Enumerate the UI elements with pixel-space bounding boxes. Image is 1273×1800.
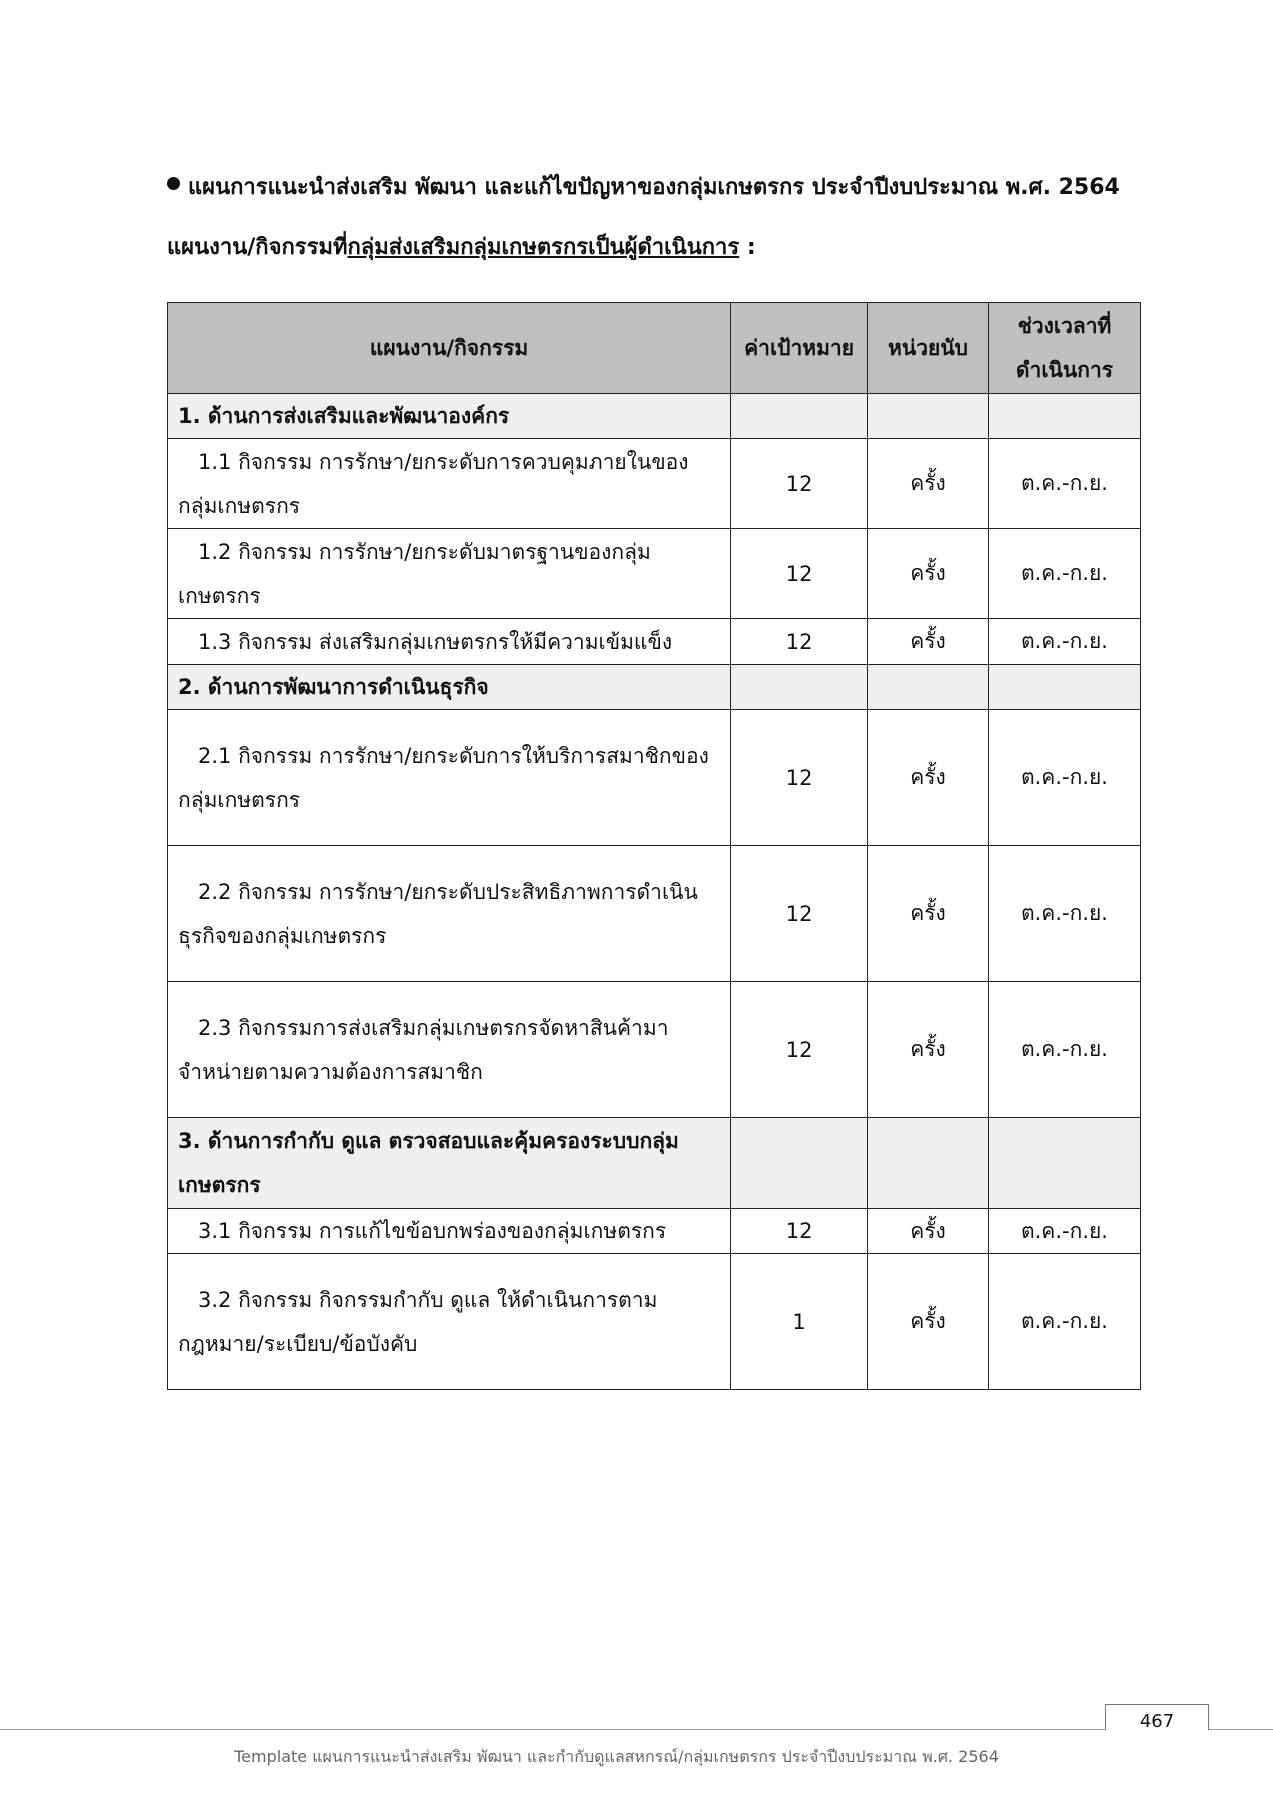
table-row	[168, 529, 1141, 619]
section-row	[168, 665, 1141, 710]
unit-value: ครั้ง	[868, 529, 989, 619]
header-period-line1: ช่วงเวลาที่	[1017, 314, 1112, 338]
unit-value: ครั้ง	[868, 619, 989, 665]
section-title: 2. ด้านการพัฒนาการดำเนินธุรกิจ	[168, 665, 731, 710]
unit-value: ครั้ง	[868, 846, 989, 982]
header-target: ค่าเป้าหมาย	[731, 303, 868, 394]
unit-value: ครั้ง	[868, 1209, 989, 1254]
plan-table	[167, 302, 1141, 1390]
target-value: 12	[731, 439, 868, 529]
table-row	[168, 439, 1141, 529]
activity-text: 1.2 กิจกรรม การรักษา/ยกระดับมาตรฐานของกลุ่มเกษตรกร	[178, 539, 651, 608]
section-row	[168, 394, 1141, 439]
activity-text: 2.2 กิจกรรม การรักษา/ยกระดับประสิทธิภาพการดำเนินธุรกิจของกลุ่มเกษตรกร	[178, 879, 698, 948]
header-period-line2: ดำเนินการ	[1015, 358, 1114, 382]
subheading-underlined: กลุ่มส่งเสริมกลุ่มเกษตรกรเป็นผู้ดำเนินการ	[347, 235, 740, 260]
table-row	[168, 1209, 1141, 1254]
subheading-prefix: แผนงาน/กิจกรรมที่	[167, 235, 348, 260]
activity-text: 1.1 กิจกรรม การรักษา/ยกระดับการควบคุมภายในของกลุ่มเกษตรกร	[178, 449, 689, 518]
target-value: 12	[731, 1209, 868, 1254]
table-row	[168, 1254, 1141, 1390]
page-number: 467	[1105, 1704, 1209, 1730]
table-row	[168, 710, 1141, 846]
section-title: 3. ด้านการกำกับ ดูแล ตรวจสอบและคุ้มครองระบบกลุ่มเกษตรกร	[168, 1118, 731, 1209]
section-title: 1. ด้านการส่งเสริมและพัฒนาองค์กร	[168, 394, 731, 439]
activity-text: 3.2 กิจกรรม กิจกรรมกำกับ ดูแล ให้ดำเนินการตามกฎหมาย/ระเบียบ/ข้อบังคับ	[178, 1287, 658, 1356]
header-unit: หน่วยนับ	[868, 303, 989, 394]
unit-value: ครั้ง	[868, 439, 989, 529]
table-row	[168, 982, 1141, 1118]
period-value: ต.ค.-ก.ย.	[988, 710, 1140, 846]
period-value: ต.ค.-ก.ย.	[988, 439, 1140, 529]
table-row	[168, 846, 1141, 982]
bullet-icon	[167, 177, 180, 190]
period-value: ต.ค.-ก.ย.	[988, 846, 1140, 982]
document-subheading	[167, 228, 756, 268]
unit-value: ครั้ง	[868, 1254, 989, 1390]
footer-text: Template แผนการแนะนำส่งเสริม พัฒนา และกำกับดูแลสหกรณ์/กลุ่มเกษตรกร ประจำปีงบประมาณ พ.ศ. 2564	[234, 1747, 999, 1766]
heading-text: แผนการแนะนำส่งเสริม พัฒนา และแก้ไขปัญหาของกลุ่มเกษตรกร ประจำปีงบประมาณ พ.ศ. 2564	[188, 175, 1120, 200]
table-row	[168, 619, 1141, 665]
activity-text: 3.1 กิจกรรม การแก้ไขข้อบกพร่องของกลุ่มเกษตรกร	[198, 1219, 667, 1243]
target-value: 1	[731, 1254, 868, 1390]
header-period	[988, 303, 1140, 394]
period-value: ต.ค.-ก.ย.	[988, 1209, 1140, 1254]
target-value: 12	[731, 710, 868, 846]
activity-text: 1.3 กิจกรรม ส่งเสริมกลุ่มเกษตรกรให้มีความเข้มแข็ง	[198, 629, 673, 654]
table-header-row	[168, 303, 1141, 394]
target-value: 12	[731, 529, 868, 619]
period-value: ต.ค.-ก.ย.	[988, 982, 1140, 1118]
target-value: 12	[731, 619, 868, 665]
header-activity: แผนงาน/กิจกรรม	[168, 303, 731, 394]
footer-divider	[0, 1729, 1273, 1730]
subheading-suffix: :	[739, 235, 756, 260]
document-heading	[167, 168, 1120, 208]
period-value: ต.ค.-ก.ย.	[988, 1254, 1140, 1390]
period-value: ต.ค.-ก.ย.	[988, 619, 1140, 665]
activity-text: 2.1 กิจกรรม การรักษา/ยกระดับการให้บริการสมาชิกของกลุ่มเกษตรกร	[178, 743, 709, 812]
section-row	[168, 1118, 1141, 1209]
target-value: 12	[731, 982, 868, 1118]
unit-value: ครั้ง	[868, 710, 989, 846]
unit-value: ครั้ง	[868, 982, 989, 1118]
period-value: ต.ค.-ก.ย.	[988, 529, 1140, 619]
target-value: 12	[731, 846, 868, 982]
activity-text: 2.3 กิจกรรมการส่งเสริมกลุ่มเกษตรกรจัดหาสินค้ามาจำหน่ายตามความต้องการสมาชิก	[178, 1015, 669, 1084]
